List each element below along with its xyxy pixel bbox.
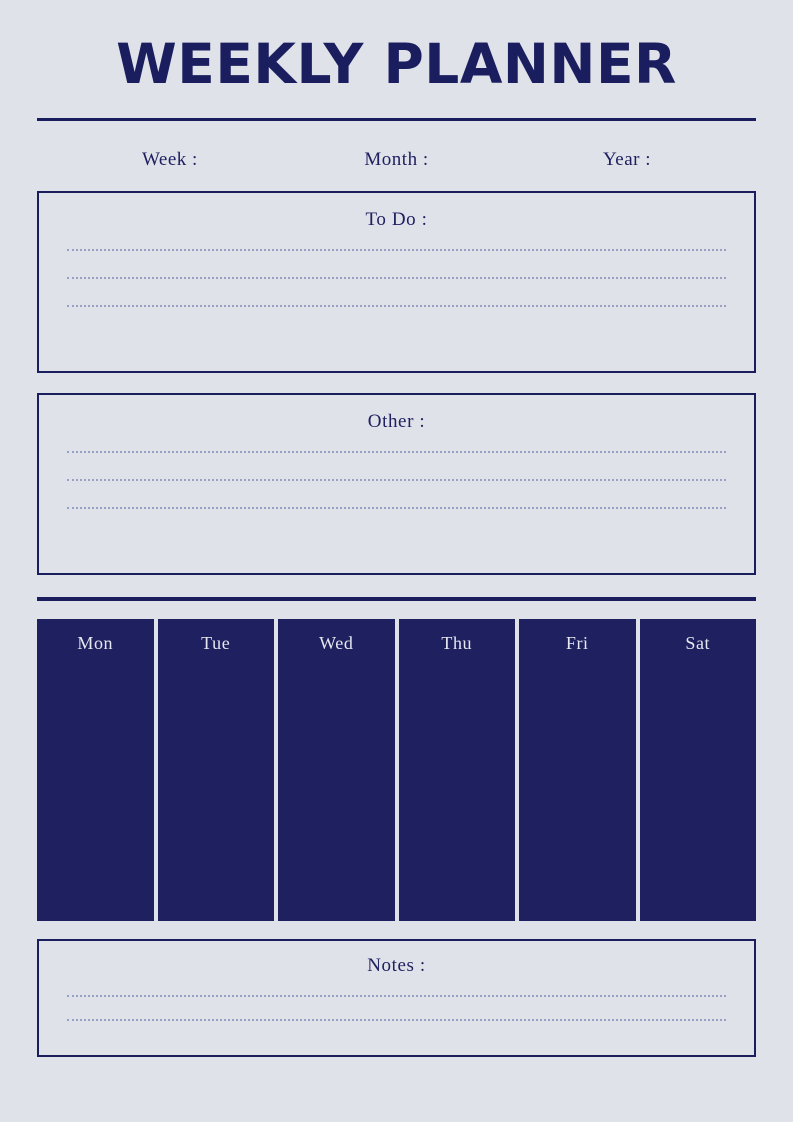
notes-write-line[interactable] — [67, 1019, 726, 1021]
week-field-label[interactable]: Week : — [142, 148, 198, 170]
day-column-wed[interactable] — [278, 619, 395, 921]
day-column-sat[interactable] — [640, 619, 757, 921]
other-title: Other : — [367, 410, 426, 432]
meta-row — [37, 149, 756, 171]
notes-section — [37, 939, 756, 1057]
day-label: Thu — [441, 632, 473, 653]
todo-title: To Do : — [365, 208, 428, 230]
page-title: WEEKLY PLANNER — [116, 32, 677, 96]
other-section — [37, 393, 756, 575]
day-column-mon[interactable] — [37, 619, 154, 921]
day-column-thu[interactable] — [399, 619, 516, 921]
month-field-label[interactable]: Month : — [364, 148, 429, 170]
other-write-line[interactable] — [67, 507, 726, 509]
notes-write-line[interactable] — [67, 995, 726, 997]
days-divider — [37, 597, 756, 601]
day-label: Fri — [565, 632, 589, 653]
day-label: Sat — [685, 632, 711, 653]
other-write-line[interactable] — [67, 451, 726, 453]
day-column-fri[interactable] — [519, 619, 636, 921]
todo-write-line[interactable] — [67, 249, 726, 251]
todo-section — [37, 191, 756, 373]
day-label: Mon — [77, 632, 114, 653]
day-column-tue[interactable] — [158, 619, 275, 921]
title-block — [37, 0, 756, 95]
todo-write-line[interactable] — [67, 305, 726, 307]
other-write-line[interactable] — [67, 479, 726, 481]
day-label: Wed — [319, 632, 354, 653]
days-grid — [37, 619, 756, 921]
year-field-label[interactable]: Year : — [602, 148, 652, 170]
day-label: Tue — [201, 632, 231, 653]
todo-write-line[interactable] — [67, 277, 726, 279]
notes-title: Notes : — [367, 954, 426, 976]
title-divider — [37, 118, 756, 121]
